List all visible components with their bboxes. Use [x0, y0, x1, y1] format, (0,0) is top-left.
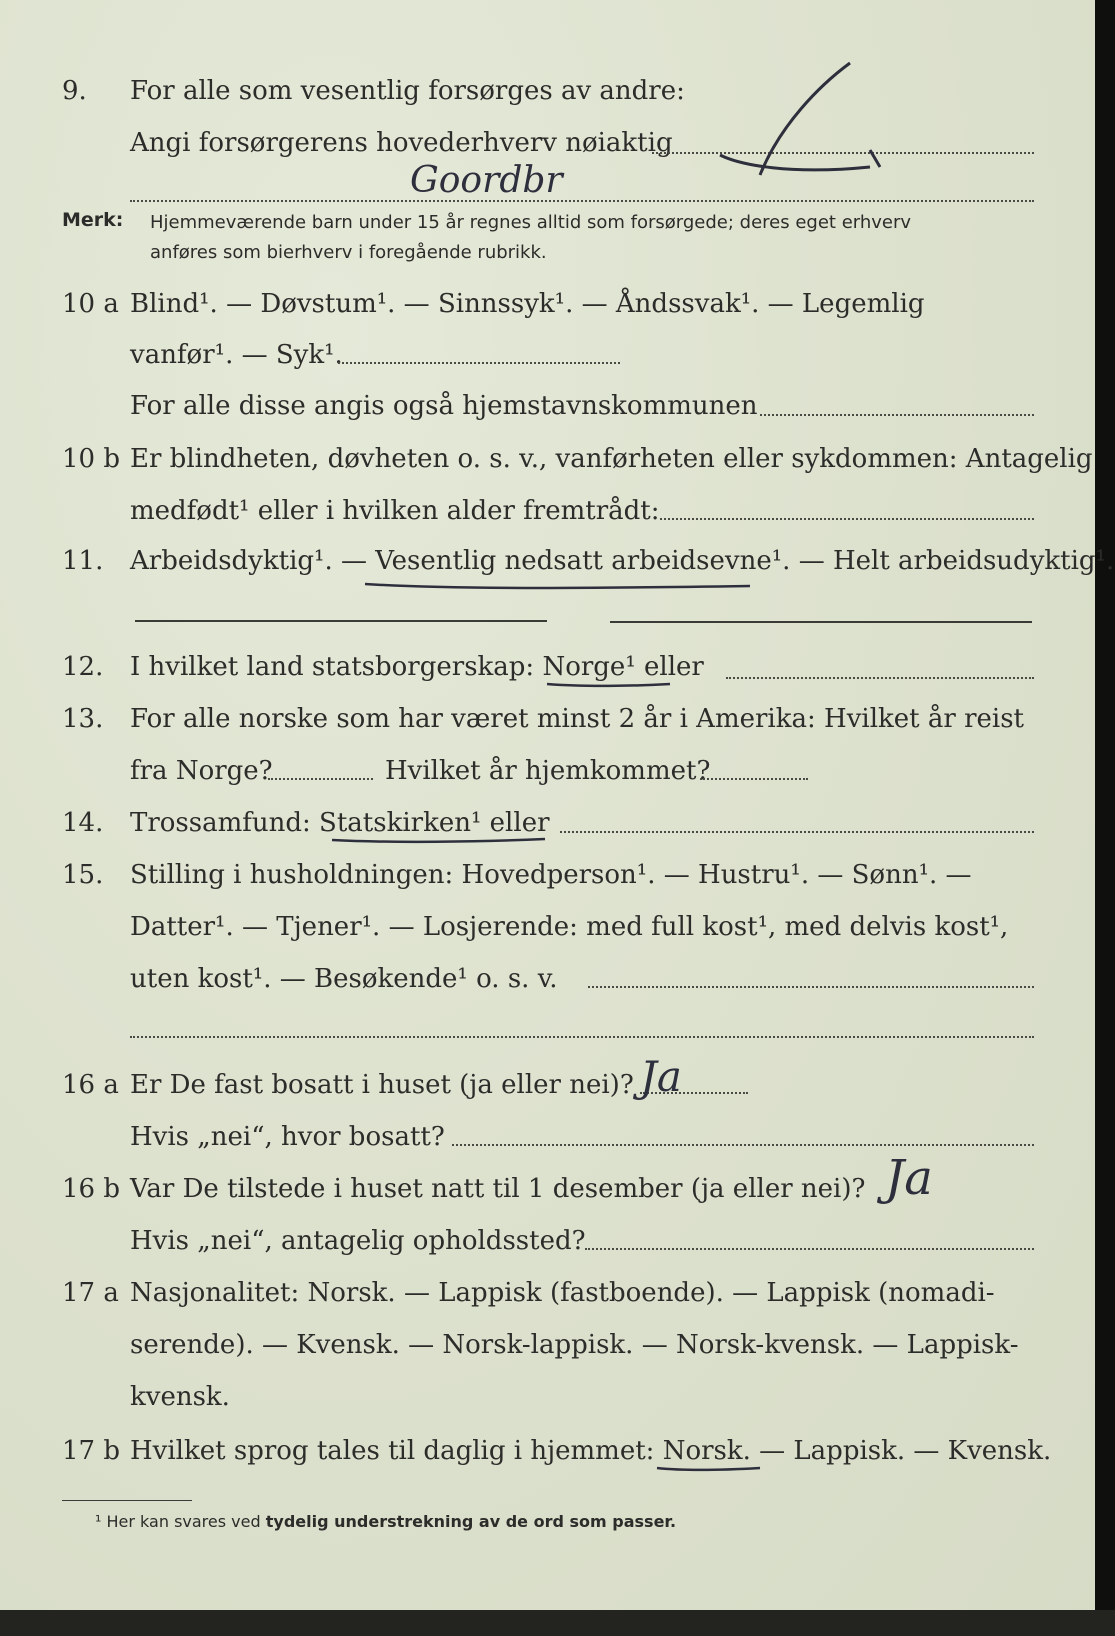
question-13-line-2: [0, 752, 1115, 792]
handwritten-answer: Ja: [885, 1150, 933, 1206]
question-number: 14.: [62, 808, 104, 838]
question-text: serende). — Kvensk. — Norsk-lappisk. — Norsk-kvensk. — Lappisk-: [130, 1330, 1019, 1360]
answer-line[interactable]: [700, 778, 808, 780]
question-text: Hvilket sprog tales til daglig i hjemmet: Norsk. — Lappisk. — Kvensk.: [130, 1436, 1052, 1466]
question-number: 13.: [62, 704, 104, 734]
question-text: Hvis „nei“, antagelig opholdssted?: [130, 1226, 586, 1256]
answer-line[interactable]: [585, 1248, 1034, 1250]
question-10a-line-1: [0, 285, 1115, 325]
answer-line[interactable]: [726, 677, 1034, 679]
question-text: Nasjonalitet: Norsk. — Lappisk (fastboende). — Lappisk (nomadi-: [130, 1278, 995, 1308]
question-text: kvensk.: [130, 1382, 230, 1412]
handwritten-answer: Goordbr: [410, 160, 563, 201]
question-text: Hvis „nei“, hvor bosatt?: [130, 1122, 445, 1152]
question-16a-line-1: [0, 1066, 1115, 1106]
handwritten-underline: [330, 834, 550, 848]
question-number: 12.: [62, 652, 104, 682]
question-text: For alle disse angis også hjemstavnskommunen: [130, 391, 758, 421]
question-text: fra Norge?: [130, 756, 273, 786]
question-10a-line-3: [0, 387, 1115, 427]
question-number: 17 b: [62, 1436, 120, 1466]
handwritten-dash-mark: [700, 55, 900, 205]
separator-line: [610, 621, 1032, 623]
answer-line[interactable]: [130, 1036, 1034, 1038]
handwritten-underline: [360, 576, 760, 596]
separator-line: [135, 620, 547, 622]
question-15-line-1: [0, 856, 1115, 896]
question-text: Er blindheten, døvheten o. s. v., vanførheten eller sykdommen: Antagelig: [130, 444, 1093, 474]
question-text: For alle som vesentlig forsørges av andre:: [130, 76, 685, 106]
question-text: Arbeidsdyktig¹. — Vesentlig nedsatt arbeidsevne¹. — Helt arbeidsudyktig¹.: [130, 546, 1115, 576]
answer-line[interactable]: [268, 778, 373, 780]
question-text: For alle norske som har været minst 2 år i Amerika: Hvilket år reist: [130, 704, 1024, 734]
question-17b-line-1: [0, 1432, 1115, 1472]
question-text: Angi forsørgerens hovederhverv nøiaktig: [130, 128, 673, 158]
footnote-separator: [62, 1500, 192, 1501]
question-text: vanfør¹. — Syk¹.: [130, 340, 343, 370]
question-14-line-1: [0, 804, 1115, 844]
question-15-line-3: [0, 960, 1115, 1000]
question-number: 15.: [62, 860, 104, 890]
question-16a-line-2: [0, 1118, 1115, 1158]
question-16b-line-1: [0, 1170, 1115, 1210]
question-10b-line-2: [0, 492, 1115, 532]
question-number: 10 a: [62, 289, 119, 319]
question-number: 16 b: [62, 1174, 120, 1204]
question-text: Er De fast bosatt i huset (ja eller nei)?: [130, 1070, 634, 1100]
question-text: medfødt¹ eller i hvilken alder fremtrådt:: [130, 496, 660, 526]
question-10b-line-1: [0, 440, 1115, 480]
question-number: 17 a: [62, 1278, 119, 1308]
question-text: I hvilket land statsborgerskap: Norge¹ eller: [130, 652, 704, 682]
scan-edge-bottom: [0, 1610, 1115, 1636]
question-text: Blind¹. — Døvstum¹. — Sinnssyk¹. — Åndssvak¹. — Legemlig: [130, 289, 925, 319]
question-13-line-1: [0, 700, 1115, 740]
handwritten-underline: [655, 1462, 765, 1476]
question-9-line-1: [0, 72, 1115, 112]
question-17a-line-3: [0, 1378, 1115, 1418]
question-number: 9.: [62, 76, 87, 106]
question-15-line-2: [0, 908, 1115, 948]
note-text: anføres som bierhverv i foregående rubrikk.: [150, 242, 547, 263]
handwritten-underline: [545, 678, 675, 692]
note-label: Merk:: [62, 209, 124, 231]
answer-line[interactable]: [660, 518, 1034, 520]
question-10a-line-2: [0, 336, 1115, 376]
answer-line[interactable]: [560, 831, 1034, 833]
answer-line[interactable]: [760, 414, 1034, 416]
question-text: Trossamfund: Statskirken¹ eller: [130, 808, 550, 838]
answer-line[interactable]: [338, 362, 620, 364]
question-17a-line-2: [0, 1326, 1115, 1366]
question-number: 16 a: [62, 1070, 119, 1100]
note-text: Hjemmeværende barn under 15 år regnes alltid som forsørgede; deres eget erhverv: [150, 212, 912, 233]
question-text: Var De tilstede i huset natt til 1 desember (ja eller nei)?: [130, 1174, 866, 1204]
question-number: 11.: [62, 546, 104, 576]
footnote-mark: ¹: [95, 1512, 102, 1531]
footnote-emphasis: tydelig understrekning av de ord som passer.: [265, 1512, 677, 1531]
question-text: Stilling i husholdningen: Hovedperson¹. — Hustru¹. — Sønn¹. —: [130, 860, 972, 890]
answer-line[interactable]: [452, 1144, 1034, 1146]
question-9-line-2: [0, 124, 1115, 164]
footnote-text: Her kan svares ved: [106, 1512, 261, 1531]
answer-line[interactable]: [588, 986, 1034, 988]
handwritten-answer: Ja: [640, 1052, 682, 1101]
question-number: 10 b: [62, 444, 120, 474]
question-16b-line-2: [0, 1222, 1115, 1262]
question-text: uten kost¹. — Besøkende¹ o. s. v.: [130, 964, 558, 994]
question-text: Hvilket år hjemkommet?: [385, 756, 711, 786]
answer-line[interactable]: [130, 200, 1034, 202]
question-text: Datter¹. — Tjener¹. — Losjerende: med full kost¹, med delvis kost¹,: [130, 912, 1009, 942]
question-17a-line-1: [0, 1274, 1115, 1314]
footnote: [95, 1512, 676, 1531]
